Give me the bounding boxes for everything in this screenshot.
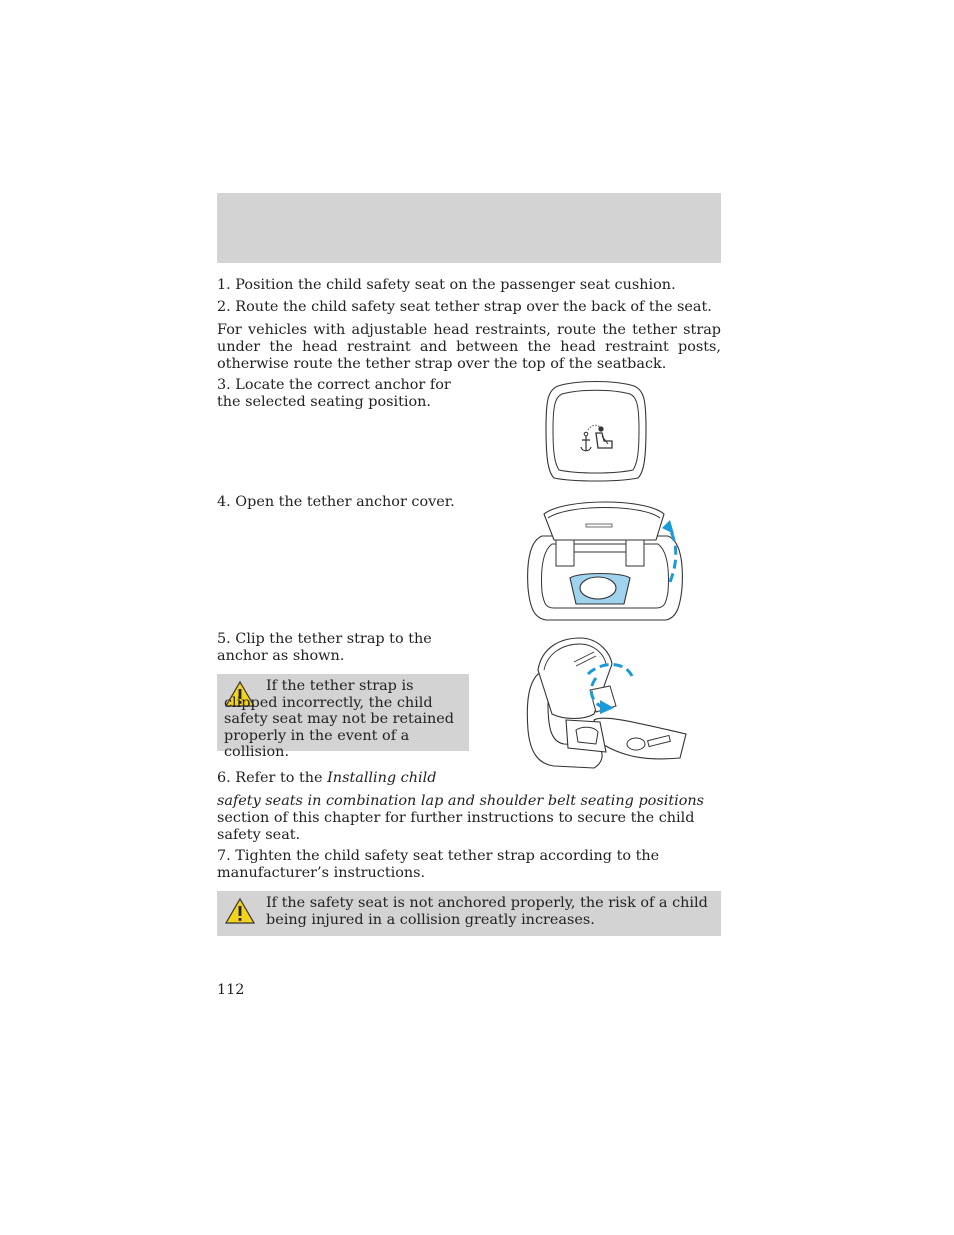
header-band [217, 193, 721, 263]
step-4: 4. Open the tether anchor cover. [217, 494, 455, 510]
step-6-italic-2: safety seats in combination lap and shoulder belt seating positions [217, 793, 705, 809]
warning-box-tether [217, 674, 469, 760]
step-2: 2. Route the child safety seat tether strap over the back of the seat. [217, 299, 712, 315]
step-5: 5. Clip the tether strap to the anchor as shown. [217, 631, 432, 664]
warning-text-tether: If the tether strap is clipped incorrectly, the child safety seat may not be retained properly in the event of a collision. [224, 678, 455, 760]
step-1: 1. Position the child safety seat on the passenger seat cushion. [217, 277, 676, 293]
warning-triangle-icon [224, 897, 256, 925]
step-6-line-1 [217, 770, 477, 787]
step-6-suffix: section of this chapter for further instructions to secure the child safety seat. [217, 809, 695, 843]
note-adjustable-head-restraints: For vehicles with adjustable head restraints, route the tether strap under the head restraint and between the head restraint posts, otherwise route the tether strap over the top of the seatback. [217, 322, 721, 372]
warning-text-anchor: If the safety seat is not anchored properly, the risk of a child being injured in a collision greatly increases. [266, 895, 708, 928]
step-3: 3. Locate the correct anchor for the selected seating position. [217, 377, 451, 410]
warning-box-anchor [217, 891, 721, 936]
anchor-cover-closed-illustration [538, 378, 654, 484]
anchor-cover-open-illustration [524, 496, 686, 624]
page-number: 112 [217, 982, 245, 998]
step-6-prefix: 6. Refer to the [217, 770, 323, 786]
step-7: 7. Tighten the child safety seat tether strap according to the manufacturer’s instructions. [217, 848, 660, 881]
step-6-line-2 [217, 793, 721, 843]
tether-clip-illustration [524, 634, 690, 780]
step-6-italic-1: Installing child [327, 770, 437, 786]
